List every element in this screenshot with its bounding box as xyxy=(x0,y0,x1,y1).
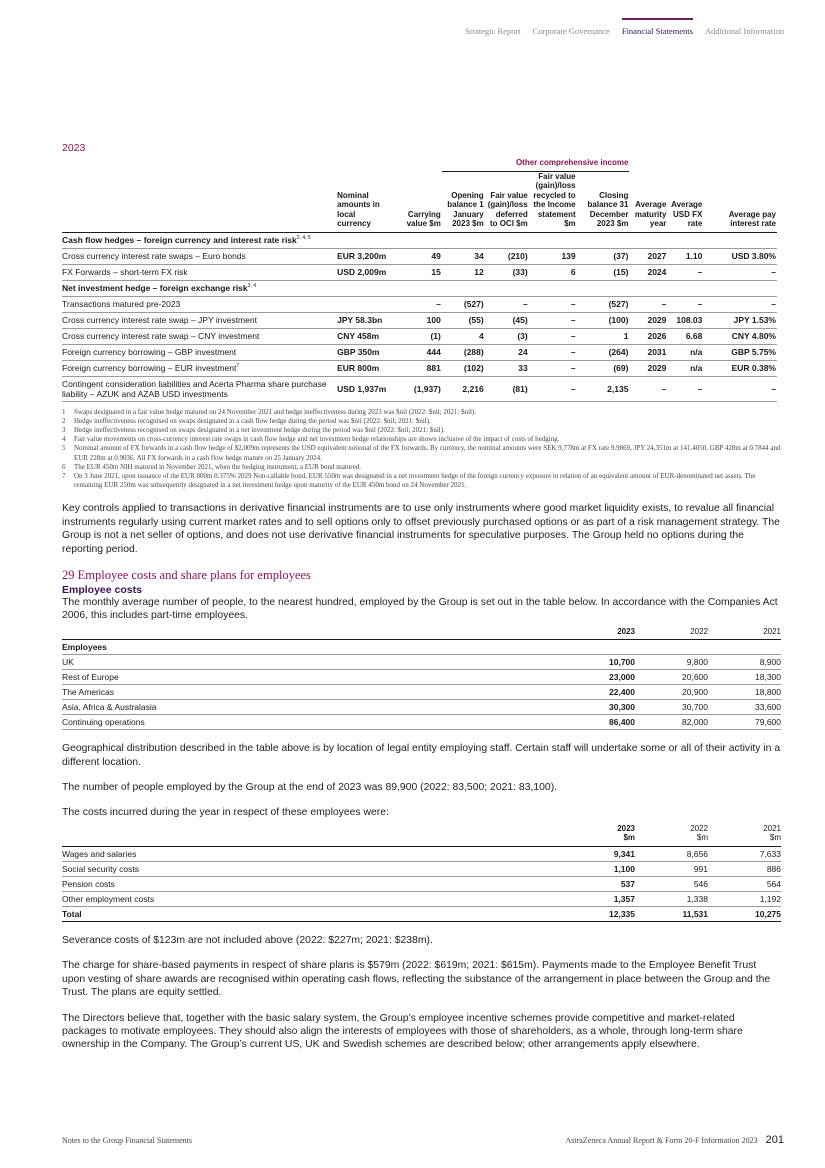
hedge-cell: EUR 0.38% xyxy=(703,360,777,376)
cost-unit-2023: $m xyxy=(623,833,635,843)
costs-total-cell: 12,335 xyxy=(562,906,635,921)
costs-cell: 886 xyxy=(708,861,781,876)
employees-row xyxy=(62,655,781,670)
nav-corporate-governance[interactable]: Corporate Governance xyxy=(532,26,610,36)
hedge-row xyxy=(62,344,781,360)
section-nav xyxy=(465,26,784,36)
row-label-text: Cross currency interest rate swap – JPY investment xyxy=(62,315,257,325)
cost-unit-2022: $m xyxy=(696,833,708,843)
costs-cell: 1,338 xyxy=(635,891,708,906)
hedge-cell: – xyxy=(703,376,777,401)
footnote-text: Hedge ineffectiveness recognised on swaps designated in a cash flow hedge during the period was $nil (2022: $nil; 2021: $nil). xyxy=(74,416,431,425)
directors-paragraph: The Directors believe that, together with the basic salary system, the Group’s employee incentive schemes provide competitive and market-related packages to motivate employees. They should also align the interests of employees with those of shareholders, as a whole, through long-term share ownership in the Company. The Group’s current US, UK and Swedish schemes are described below; other arrangements apply elsewhere. xyxy=(62,1012,743,1051)
hedge-row xyxy=(62,248,781,264)
col-maturity: Average maturity year xyxy=(629,171,667,232)
employees-cell: 22,400 xyxy=(562,685,635,700)
section-title: 29 Employee costs and share plans for employees xyxy=(62,567,311,582)
employees-row-label: Asia, Africa & Australasia xyxy=(62,700,562,715)
costs-total-row xyxy=(62,906,781,921)
hedge-cell: (288) xyxy=(442,344,485,360)
employees-cell: 9,800 xyxy=(635,655,708,670)
hedge-cell: EUR 3,200m xyxy=(334,248,399,264)
employees-cell: 20,900 xyxy=(635,685,708,700)
footnote xyxy=(62,472,781,490)
employees-row-label: UK xyxy=(62,655,562,670)
footnote-text: On 3 June 2021, upon issuance of the EUR 800m 0.375% 2029 Non-callable bond, EUR 550m was designated in a net investment hedge of the foreign currency exposure in relation of an equivalent amount of EUR-denominated net assets. The remaining EUR 250m was subsequently designated in a net investment hedge upon maturity of the EUR 450m bond on 24 November 2021. xyxy=(74,471,756,490)
group-label-text: Net investment hedge – foreign exchange risk xyxy=(62,283,248,293)
hedge-row xyxy=(62,312,781,328)
hedge-row-label xyxy=(62,264,334,280)
hedge-cell: (81) xyxy=(485,376,529,401)
hedge-cell: 2,135 xyxy=(577,376,630,401)
group-label-text: Cash flow hedges – foreign currency and interest rate risk xyxy=(62,235,297,245)
hedge-cell: 100 xyxy=(399,312,442,328)
hedge-table-body xyxy=(62,232,781,401)
costs-table-body xyxy=(62,846,781,921)
nav-financial-statements[interactable]: Financial Statements xyxy=(621,26,693,36)
hedge-row-label xyxy=(62,376,334,401)
hedge-cell: USD 3.80% xyxy=(703,248,777,264)
col-deferred: Fair value (gain)/loss deferred to OCI $m xyxy=(485,171,529,232)
row-label-text: Cross currency interest rate swap – CNY investment xyxy=(62,331,260,341)
employees-intro: The monthly average number of people, to the nearest hundred, employed by the Group is set out in the table below. In accordance with the Companies Act 2006, this includes part-time employees. xyxy=(62,596,778,622)
footnote-number: 2 xyxy=(62,416,66,425)
employees-table xyxy=(62,627,781,731)
hedge-cell: – xyxy=(667,296,703,312)
costs-total-cell: 11,531 xyxy=(635,906,708,921)
col-closing: Closing balance 31 December 2023 $m xyxy=(577,171,630,232)
hedge-cell: 1 xyxy=(577,328,630,344)
hedge-group-label xyxy=(62,280,777,296)
footnote xyxy=(62,435,781,444)
costs-cell: 8,656 xyxy=(635,846,708,861)
row-label-text: Foreign currency borrowing – EUR investment xyxy=(62,363,237,373)
hedge-cell: 6 xyxy=(529,264,577,280)
footnote-text: Nominal amount of FX forwards in a cash flow hedge of $2,009m represents the USD equivalent notional of the FX forwards. By currency, the nominal amounts were SEK 9,778m at FX rate 9.9869, JPY 24,351m at 141.4050, GBP 428m at 0.7844 and EUR 228m at 0.9036. All FX forwards in a cash flow hedge mature on 25 January 2024. xyxy=(74,444,781,462)
nav-additional-information[interactable]: Additional Information xyxy=(704,26,784,36)
col-opening: Opening balance 1 January 2023 $m xyxy=(442,171,485,232)
hedge-cell xyxy=(334,296,399,312)
footnote-number: 3 xyxy=(62,425,66,434)
employees-row xyxy=(62,715,781,730)
hedge-cell: – xyxy=(703,264,777,280)
hedge-cell: 12 xyxy=(442,264,485,280)
footnote-text: Fair value movements on cross-currency interest rate swaps in cash flow hedge and net investment hedge relationships are shown inclusive of the impact of costs of hedging. xyxy=(74,435,560,444)
hedge-cell: 2029 xyxy=(629,312,667,328)
employees-row xyxy=(62,700,781,715)
hedge-row xyxy=(62,264,781,280)
hedge-row xyxy=(62,376,781,401)
page-footer xyxy=(62,1134,784,1146)
footnote xyxy=(62,426,781,435)
hedge-cell: (69) xyxy=(577,360,630,376)
hedge-cell: 2024 xyxy=(629,264,667,280)
footnote-text: Hedge ineffectiveness recognised on swaps designated in a net investment hedge during the period was $nil (2022: $nil; 2021: $nil). xyxy=(74,425,445,434)
page-number: 201 xyxy=(765,1134,784,1146)
hedge-row-label xyxy=(62,296,334,312)
hedge-cell: 34 xyxy=(442,248,485,264)
hedge-table-year: 2023 xyxy=(62,142,86,154)
hedge-cell: – xyxy=(529,328,577,344)
hedge-row xyxy=(62,328,781,344)
costs-total-label: Total xyxy=(62,906,562,921)
hedge-cell: 444 xyxy=(399,344,442,360)
costs-row-label: Wages and salaries xyxy=(62,846,562,861)
costs-cell: 546 xyxy=(635,876,708,891)
hedge-cell: GBP 5.75% xyxy=(703,344,777,360)
section-subtitle: Employee costs xyxy=(62,583,142,596)
severance-paragraph: Severance costs of $123m are not included above (2022: $227m; 2021: $238m). xyxy=(62,934,433,946)
cost-year-2022: 2022 xyxy=(690,823,708,833)
hedge-cell: 2026 xyxy=(629,328,667,344)
employees-row-label: Rest of Europe xyxy=(62,670,562,685)
footnote xyxy=(62,417,781,426)
hedge-row xyxy=(62,296,781,312)
hedge-cell: EUR 800m xyxy=(334,360,399,376)
hedge-cell: 2031 xyxy=(629,344,667,360)
hedge-cell: (15) xyxy=(577,264,630,280)
employees-row-label: Continuing operations xyxy=(62,715,562,730)
employees-cell: 23,000 xyxy=(562,670,635,685)
hedge-cell: – xyxy=(529,344,577,360)
oci-header: Other comprehensive income xyxy=(442,158,630,171)
hedge-footnotes xyxy=(62,408,781,491)
hedge-cell: JPY 1.53% xyxy=(703,312,777,328)
costs-cell: 564 xyxy=(708,876,781,891)
costs-cell: 1,357 xyxy=(562,891,635,906)
employees-cell: 30,300 xyxy=(562,700,635,715)
hedge-cell: (45) xyxy=(485,312,529,328)
costs-row-label: Social security costs xyxy=(62,861,562,876)
employees-cell: 79,600 xyxy=(708,715,781,730)
hedge-cell: (527) xyxy=(442,296,485,312)
hedge-row-label xyxy=(62,248,334,264)
controls-paragraph: Key controls applied to transactions in derivative financial instruments are to use only instruments where good market liquidity exists, to revalue all financial instruments regularly using current market rates and to sell options only to offset previously purchased options or as part of a risk management strategy. The Group is not a net seller of options, and does not use derivative financial instruments for speculative purposes. The Group held no options during the reporting period. xyxy=(62,503,780,555)
hedge-row-label xyxy=(62,312,334,328)
hedge-cell: – xyxy=(529,296,577,312)
hedge-cell: 24 xyxy=(485,344,529,360)
footnote-number: 1 xyxy=(62,407,66,416)
costs-total-cell: 10,275 xyxy=(708,906,781,921)
hedge-cell: CNY 4.80% xyxy=(703,328,777,344)
footnote-number: 4 xyxy=(62,435,66,444)
hedge-cell: – xyxy=(629,376,667,401)
footnote-text: Swaps designated in a fair value hedge matured on 24 November 2021 and hedge ineffectiveness during 2023 was $nil (2022: $nil; 2021: $nil). xyxy=(74,407,477,416)
hedge-row-label xyxy=(62,328,334,344)
col-carrying: Carrying value $m xyxy=(399,171,442,232)
costs-row xyxy=(62,876,781,891)
hedge-cell: 4 xyxy=(442,328,485,344)
hedge-group-label xyxy=(62,232,777,248)
hedge-cell: (102) xyxy=(442,360,485,376)
footnote-number: 5 xyxy=(62,444,66,453)
hedge-cell: (37) xyxy=(577,248,630,264)
employees-cell: 18,800 xyxy=(708,685,781,700)
employees-cell: 18,300 xyxy=(708,670,781,685)
hedge-cell: (527) xyxy=(577,296,630,312)
hedge-cell: 2027 xyxy=(629,248,667,264)
footnote-text: The EUR 450m NIH matured in November 2021, when the hedging instrument, a EUR bond matured. xyxy=(74,462,361,471)
costs-intro-paragraph: The costs incurred during the year in respect of these employees were: xyxy=(62,807,389,819)
costs-cell: 1,100 xyxy=(562,861,635,876)
hedge-cell: 49 xyxy=(399,248,442,264)
hedge-cell: USD 1,937m xyxy=(334,376,399,401)
emp-year-2021: 2021 xyxy=(708,627,781,640)
hedge-cell: – xyxy=(667,376,703,401)
cost-unit-2021: $m xyxy=(769,833,781,843)
costs-row xyxy=(62,891,781,906)
footnote-number: 7 xyxy=(62,471,66,480)
footnote-ref: 3, 4 xyxy=(247,283,256,290)
hedge-cell: – xyxy=(529,312,577,328)
geo-paragraph: Geographical distribution described in the table above is by location of legal entity employing staff. Certain staff will undertake some or all of their activity in a different location. xyxy=(62,743,781,768)
nav-strategic-report[interactable]: Strategic Report xyxy=(465,26,521,36)
hedge-cell: 15 xyxy=(399,264,442,280)
row-label-text: Contingent consideration liabilities and Acerta Pharma share purchase liability – AZUK and AZAB USD investments xyxy=(62,378,327,399)
hedge-cell: (33) xyxy=(485,264,529,280)
cost-year-2023: 2023 xyxy=(617,823,635,833)
employees-cell: 82,000 xyxy=(635,715,708,730)
hedge-cell: (1) xyxy=(399,328,442,344)
hedge-cell: JPY 58.3bn xyxy=(334,312,399,328)
employees-cell: 20,600 xyxy=(635,670,708,685)
hedge-cell: (100) xyxy=(577,312,630,328)
hedge-cell: 108.03 xyxy=(667,312,703,328)
hedge-cell: 2,216 xyxy=(442,376,485,401)
hedge-row xyxy=(62,360,781,376)
cost-year-2021: 2021 xyxy=(763,823,781,833)
hedge-cell: – xyxy=(667,264,703,280)
hedge-cell: 2029 xyxy=(629,360,667,376)
footnote xyxy=(62,463,781,472)
hedge-cell: 33 xyxy=(485,360,529,376)
costs-cell: 537 xyxy=(562,876,635,891)
people-end-paragraph: The number of people employed by the Group at the end of 2023 was 89,900 (2022: 83,500; 2021: 83,100). xyxy=(62,782,558,794)
employees-cell: 10,700 xyxy=(562,655,635,670)
costs-row-label: Other employment costs xyxy=(62,891,562,906)
hedge-cell: 6.68 xyxy=(667,328,703,344)
footnote xyxy=(62,444,781,462)
hedge-cell: (55) xyxy=(442,312,485,328)
col-recycled: Fair value (gain)/loss recycled to the Income statement $m xyxy=(529,171,577,232)
costs-row xyxy=(62,861,781,876)
employees-cell: 86,400 xyxy=(562,715,635,730)
hedge-cell: 1.10 xyxy=(667,248,703,264)
col-nominal: Nominal amounts in local currency xyxy=(334,171,399,232)
hedge-cell: n/a xyxy=(667,360,703,376)
footnote-ref: 7 xyxy=(236,363,240,370)
costs-row-label: Pension costs xyxy=(62,876,562,891)
employees-row-label: The Americas xyxy=(62,685,562,700)
footnote-number: 6 xyxy=(62,462,66,471)
hedge-cell: – xyxy=(629,296,667,312)
page-content xyxy=(62,142,781,1052)
hedge-cell: 881 xyxy=(399,360,442,376)
hedge-group-row xyxy=(62,232,781,248)
hedge-group-row xyxy=(62,280,781,296)
footer-left: Notes to the Group Financial Statements xyxy=(62,1136,192,1145)
hedge-table xyxy=(62,158,781,402)
employees-row xyxy=(62,670,781,685)
hedge-cell: CNY 458m xyxy=(334,328,399,344)
employees-cell: 8,900 xyxy=(708,655,781,670)
hedge-cell: USD 2,009m xyxy=(334,264,399,280)
employees-table-body xyxy=(62,640,781,730)
employees-cell: 30,700 xyxy=(635,700,708,715)
employees-row xyxy=(62,685,781,700)
hedge-cell: (210) xyxy=(485,248,529,264)
hedge-cell: (264) xyxy=(577,344,630,360)
hedge-cell: GBP 350m xyxy=(334,344,399,360)
hedge-row-label xyxy=(62,360,334,376)
hedge-cell: 139 xyxy=(529,248,577,264)
hedge-cell: – xyxy=(529,360,577,376)
col-fx-rate: Average USD FX rate xyxy=(667,171,703,232)
costs-cell: 9,341 xyxy=(562,846,635,861)
row-label-text: Transactions matured pre-2023 xyxy=(62,299,181,309)
footer-right: AstraZeneca Annual Report & Form 20-F Information 2023 xyxy=(565,1136,758,1145)
hedge-cell: – xyxy=(399,296,442,312)
hedge-cell: – xyxy=(529,376,577,401)
employees-cell: 33,600 xyxy=(708,700,781,715)
costs-cell: 991 xyxy=(635,861,708,876)
row-label-text: FX Forwards – short-term FX risk xyxy=(62,267,188,277)
share-charge-paragraph: The charge for share-based payments in respect of share plans is $579m (2022: $619m; 2021: $615m). Payments made to the Employee Benefit Trust upon vesting of share awards are recognised within operating cash flows, reflecting the substance of the arrangement in place between the Group and the Trust. The plans are equity settled. xyxy=(62,960,771,999)
hedge-cell: – xyxy=(703,296,777,312)
row-label-text: Cross currency interest rate swaps – Euro bonds xyxy=(62,251,246,261)
hedge-cell: (3) xyxy=(485,328,529,344)
costs-cell: 1,192 xyxy=(708,891,781,906)
footnote-ref: 2, 4, 5 xyxy=(296,235,311,242)
col-pay-rate: Average pay interest rate xyxy=(703,171,777,232)
emp-year-2022: 2022 xyxy=(635,627,708,640)
costs-table xyxy=(62,824,781,922)
hedge-cell: n/a xyxy=(667,344,703,360)
employees-group-label: Employees xyxy=(62,640,781,655)
costs-cell: 7,633 xyxy=(708,846,781,861)
costs-row xyxy=(62,846,781,861)
hedge-row-label xyxy=(62,344,334,360)
row-label-text: Foreign currency borrowing – GBP investment xyxy=(62,347,237,357)
emp-year-2023: 2023 xyxy=(562,627,635,640)
footnote xyxy=(62,408,781,417)
hedge-cell: (1,937) xyxy=(399,376,442,401)
hedge-cell: – xyxy=(485,296,529,312)
